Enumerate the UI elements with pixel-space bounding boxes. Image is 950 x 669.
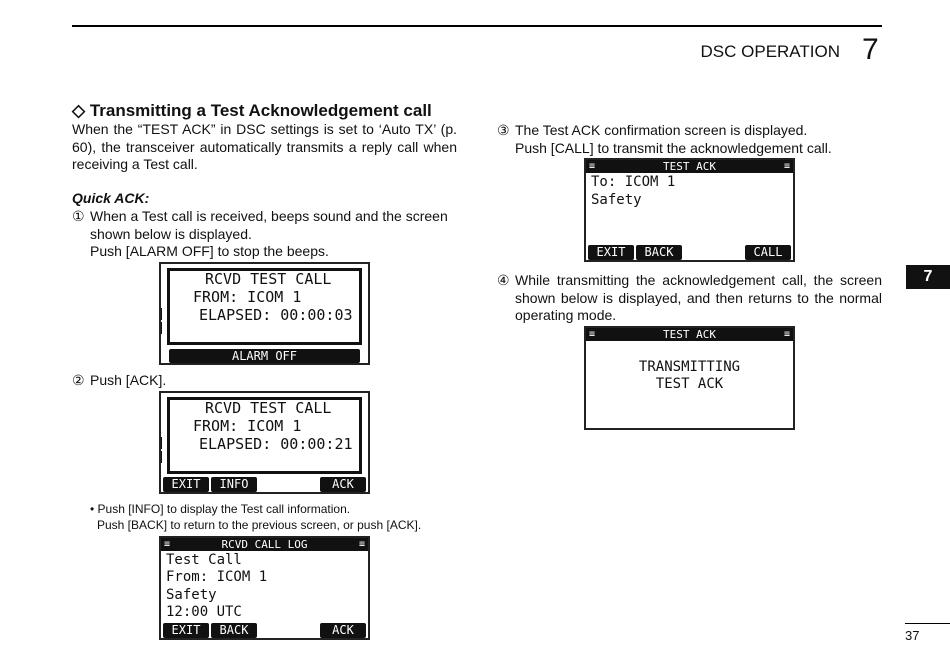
menu-icon: ≡ (589, 161, 596, 172)
lcd-screen-rcvd-call-log (159, 536, 370, 640)
step-subtext: Push [CALL] to transmit the acknowledgement call. (515, 139, 832, 156)
diamond-icon: ◇ (72, 101, 86, 120)
ack-key: ACK (320, 623, 366, 638)
step-4 (497, 272, 882, 325)
menu-icon: ≡ (783, 329, 790, 340)
step-2 (72, 372, 166, 390)
bullet-line: • Push [INFO] to display the Test call information. (90, 502, 351, 516)
softkey-bar (161, 349, 368, 363)
lcd-title-bar (586, 160, 793, 173)
exit-key: EXIT (163, 623, 209, 638)
step-3 (497, 122, 882, 157)
tick-mark (161, 308, 165, 320)
lcd-line: TEST ACK (655, 376, 724, 392)
step-text: While transmitting the acknowledgement call, the screen shown below is displayed, and then returns to the normal operating mode. (515, 272, 882, 323)
exit-key: EXIT (163, 477, 209, 492)
lcd-screen-rcvd-test-call (159, 262, 370, 365)
step-text: When a Test call is received, beeps sound and the screen shown below is displayed. (90, 208, 448, 242)
lcd-line: ELAPSED: 00:00:03 (199, 306, 353, 324)
chapter-side-tab: 7 (906, 265, 950, 289)
section-title: DSC OPERATION (700, 42, 840, 61)
call-key: CALL (745, 245, 791, 260)
lcd-screen-rcvd-test-call-ack (159, 391, 370, 494)
tick-mark (161, 451, 165, 463)
lcd-line: RCVD TEST CALL (205, 270, 332, 288)
intro-paragraph: When the “TEST ACK” in DSC settings is set to ‘Auto TX’ (p. 60), the transceiver automatically transmits a reply call when receiving a Test call. (72, 121, 457, 172)
lcd-title-bar (161, 538, 368, 551)
lcd-title: RCVD CALL LOG (221, 538, 308, 551)
lcd-screen-test-ack-confirm (584, 158, 795, 262)
info-key: INFO (211, 477, 257, 492)
menu-icon: ≡ (358, 539, 365, 550)
lcd-title-bar (586, 328, 793, 341)
tick-mark (161, 322, 165, 334)
lcd-line: To: ICOM 1 (591, 174, 676, 190)
step-number: ② (72, 372, 85, 388)
section-heading-text: Transmitting a Test Acknowledgement call (89, 101, 432, 120)
back-key: BACK (211, 623, 257, 638)
softkey-bar (586, 245, 793, 260)
ack-key: ACK (320, 477, 366, 492)
lcd-line: FROM: ICOM 1 (193, 417, 302, 435)
step-number: ① (72, 208, 85, 224)
lcd-screen-transmitting (584, 326, 795, 430)
step-text: The Test ACK confirmation screen is displayed. (515, 122, 808, 138)
exit-key: EXIT (588, 245, 634, 260)
softkey-bar (161, 477, 368, 492)
page-number: 37 (905, 628, 920, 643)
tick-mark (161, 437, 165, 449)
step-subtext: Push [ALARM OFF] to stop the beeps. (90, 243, 329, 259)
lcd-title: TEST ACK (663, 328, 716, 341)
lcd-line: TRANSMITTING (638, 359, 741, 375)
step-number: ③ (497, 122, 510, 138)
section-heading (72, 101, 432, 121)
step-text: Push [ACK]. (90, 372, 167, 388)
chapter-number: 7 (862, 33, 879, 66)
lcd-line: From: ICOM 1 (166, 569, 268, 585)
back-key: BACK (636, 245, 682, 260)
menu-icon: ≡ (164, 539, 171, 550)
menu-icon: ≡ (589, 329, 596, 340)
lcd-line: Safety (591, 192, 642, 208)
bullet-line: Push [BACK] to return to the previous screen, or push [ACK]. (97, 518, 422, 532)
lcd-line: RCVD TEST CALL (205, 399, 332, 417)
lcd-line: ELAPSED: 00:00:21 (199, 435, 353, 453)
lcd-line: FROM: ICOM 1 (193, 288, 302, 306)
menu-icon: ≡ (783, 161, 790, 172)
step-1 (72, 208, 457, 261)
lcd-title: TEST ACK (663, 160, 716, 173)
lcd-line: 12:00 UTC (166, 604, 242, 620)
lcd-line: Test Call (166, 552, 242, 568)
lcd-line: Safety (166, 587, 217, 603)
softkey-bar (161, 623, 368, 638)
page-number-rule (905, 623, 950, 624)
step-number: ④ (497, 272, 510, 288)
alarm-off-key: ALARM OFF (169, 349, 360, 363)
quick-ack-label: Quick ACK: (72, 190, 150, 206)
header-rule (72, 25, 882, 27)
